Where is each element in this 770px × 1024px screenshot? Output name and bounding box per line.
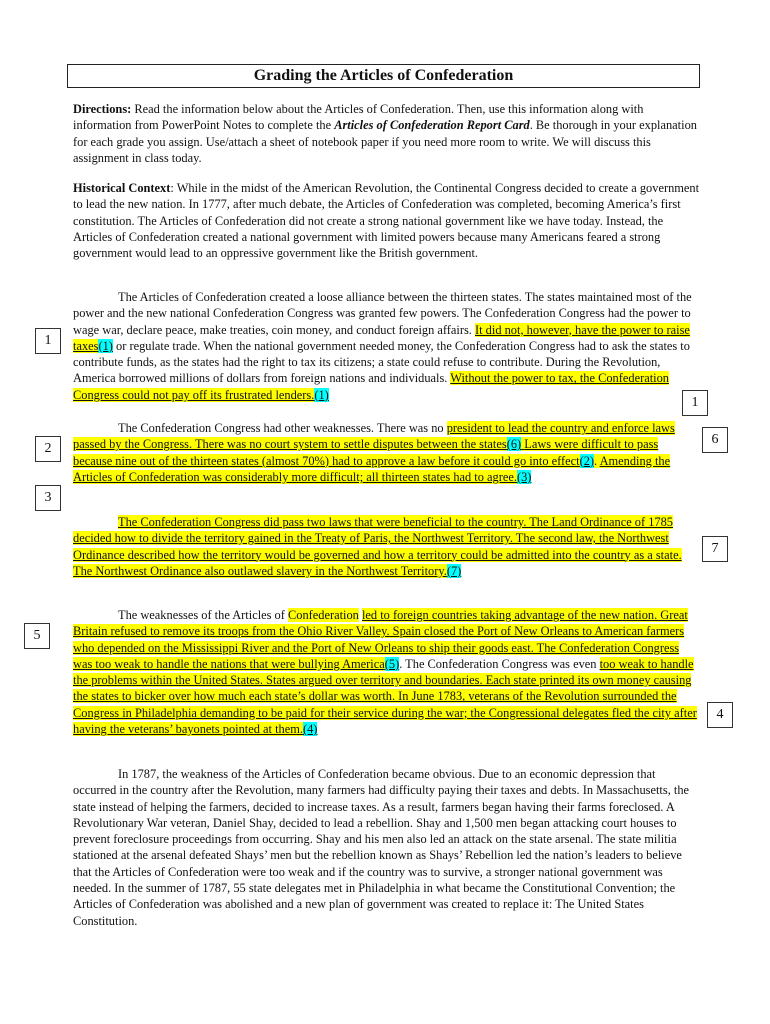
context-label: Historical Context <box>73 181 171 195</box>
p2-space-2: . <box>594 453 600 468</box>
margin-box-right-7: 7 <box>702 536 728 562</box>
context-text: : While in the midst of the American Revolution, the Continental Congress decided to create a government to lead the new nation. In 1777, after much debate, the Articles of Confederation was completed, becoming America’s first constitution. The Articles of Confederation did not create a strong national government like we have today. Instead, the Articles of Confederation created a national government with limited powers because many Americans feared a strong government would lead to an oppressive government like the British government. <box>73 181 700 261</box>
p1-highlight-lenders: Without the power to tax, the Confederation Congress could not pay off its frustrated lenders. <box>73 371 669 402</box>
p4-highlight-internal: too weak to handle the problems within the United States. States argued over territory and boundaries. Each state printed its own money causing the states to bicker over how much each state’s dollar was worth. In June 1783, veterans of the Revolution surrounded the Congress in Philadelphia demanding to be paid for their service during the war; the Congressional delegates fled the city after having the veterans’ bayonets pointed at them. <box>73 656 697 737</box>
paragraph-shays-rebellion: In 1787, the weakness of the Articles of Confederation became obvious. Due to an economic depression that occurred in the country after the Revolution, many farmers had difficulty paying their taxes and debts. In Massachusetts, the state instead of helping the farmers, decided to increase taxes. As a result, farmers began having their farms foreclosed. A Revolutionary War veteran, Daniel Shay, decided to lead a rebellion. Shay and 1,500 men began attacking court houses to prevent foreclosure proceedings from occurring. Shay and his men also led an attack on the state arsenal. The state militia stationed at the arsenal defeated Shays’ men but the rebellion known as Shays’ Rebellion led the nation’s leaders to believe that the Articles of Confederation were too weak and if the country was to survive, a stronger national government was needed. In the summer of 1787, 55 state delegates met in Philadelphia in what became the Constitutional Convention; the Articles of Confederation was abolished and a new plan of government was created to replace it: The United States Constitution. <box>73 767 690 928</box>
p1-highlight-taxes: It did not, however, have the power to raise taxes <box>73 322 690 353</box>
p2-reference-2: (2) <box>579 453 595 468</box>
margin-box-left-1: 1 <box>35 328 61 354</box>
margin-box-right-4: 4 <box>707 702 733 728</box>
p4-reference-5: (5) <box>384 656 400 671</box>
margin-box-left-2: 2 <box>35 436 61 462</box>
p1-reference-1a: (1) <box>98 338 113 353</box>
paragraph-foreign <box>73 607 700 737</box>
page-title: Grading the Articles of Confederation <box>67 64 700 88</box>
p4-reference-4: (4) <box>302 722 318 737</box>
margin-box-right-6: 6 <box>702 427 728 453</box>
p2-text-a: The Confederation Congress had other weaknesses. There was no <box>118 421 447 435</box>
p4-text-a: The weaknesses of the Articles of <box>118 608 288 622</box>
p4-highlight-confederation: Confederation <box>287 608 359 622</box>
p4-highlight-foreign: led to foreign countries taking advantage of the new nation. Great Britain refused to remove its troops from the Ohio River Valley. Spain closed the Port of New Orleans to American farmers who depended on the Mississippi River and the Port of New Orleans to ship their goods east. The Confederation Congress was too weak to handle the nations that were bullying America <box>73 608 688 671</box>
p3-highlight-ordinances: The Confederation Congress did pass two laws that were beneficial to the country. The Land Ordinance of 1785 decided how to divide the territory gained in the Treaty of Paris, the Northwest Territory. The second law, the Northwest Ordinance described how the territory would be governed and how a territory could be admitted into the country as a state. The Northwest Ordinance also outlawed slavery in the Northwest Territory. <box>73 515 682 578</box>
p2-reference-3: (3) <box>516 469 532 484</box>
directions-text-2: . Be thorough in your explanation for each grade you assign. Use/attach a sheet of notebook paper if you need more room to write. We will discuss this assignment in class today. <box>73 118 697 165</box>
p2-reference-6: (6) <box>506 437 522 452</box>
p1-text-a: The Articles of Confederation created a loose alliance between the thirteen states. The states maintained most of the power and the new national Confederation Congress was granted few powers. The Confederation Congress had the power to wage war, declare peace, make treaties, coin money, and conduct foreign affairs. <box>73 290 692 337</box>
paragraph-powers <box>73 289 700 403</box>
historical-context-paragraph <box>73 180 700 261</box>
p3-reference-7: (7) <box>446 563 462 578</box>
report-card-title: Articles of Confederation Report Card <box>334 118 530 133</box>
p1-reference-1b: (1) <box>314 387 329 402</box>
directions-paragraph <box>73 101 700 166</box>
p2-highlight-president: president to lead the country and enforce laws passed by the Congress. There was no court system to settle disputes between the states <box>73 421 675 452</box>
p1-text-b: or regulate trade. When the national government needed money, the Confederation Congress had to ask the states to contribute funds, as the states had the right to tax its citizens; a state could refuse to contribute. During the Revolution, America borrowed millions of dollars from foreign nations and individuals. <box>73 338 690 386</box>
directions-text-1: Read the information below about the Articles of Confederation. Then, use this information along with information from PowerPoint Notes to complete the <box>73 102 644 133</box>
directions-label: Directions: <box>73 102 132 116</box>
margin-box-left-3: 3 <box>35 485 61 511</box>
p2-highlight-amending: Amending the Articles of Confederation was considerably more difficult; all thirteen states had to agree. <box>73 453 671 484</box>
p4-text-b: . The Confederation Congress was even <box>399 656 600 671</box>
margin-box-right-1: 1 <box>682 390 708 416</box>
margin-box-left-5: 5 <box>24 623 50 649</box>
paragraph-ordinances <box>73 514 700 579</box>
paragraph-weaknesses <box>73 420 700 485</box>
p2-highlight-laws: Laws were difficult to pass because nine out of the thirteen states (almost 70%) had to approve a law before it could go into effect <box>73 437 659 468</box>
